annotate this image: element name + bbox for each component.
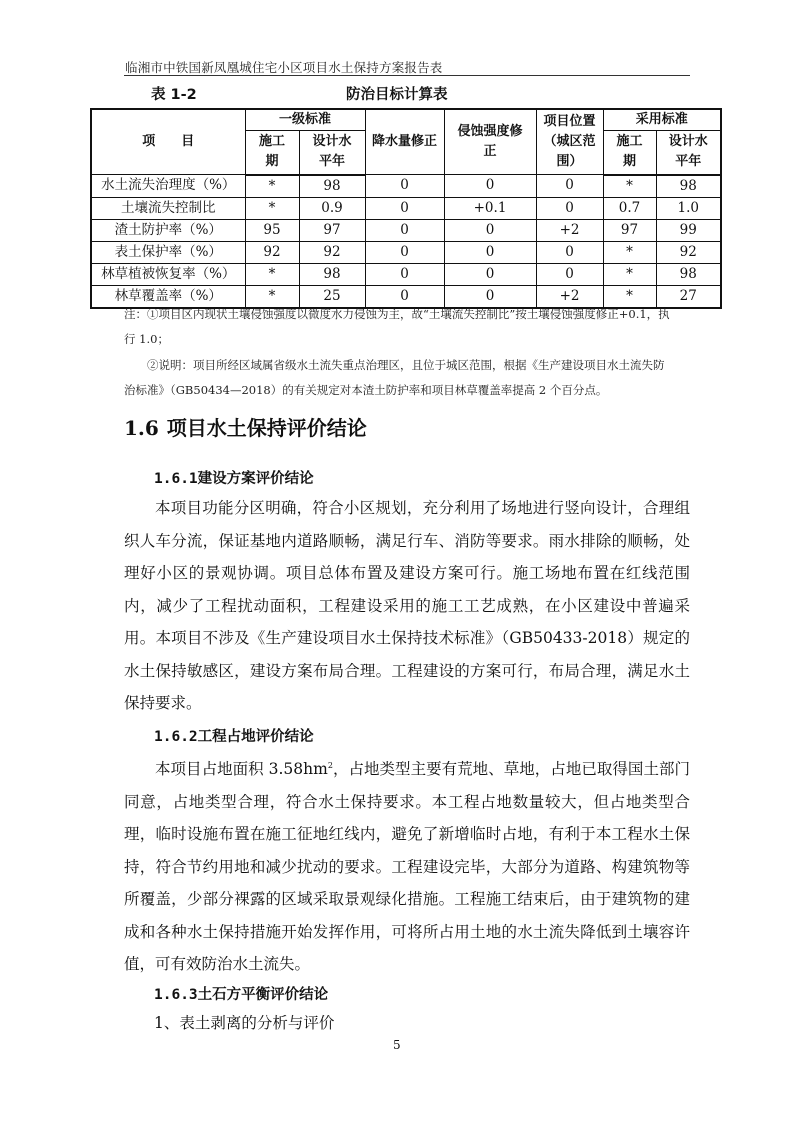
header-adopted-construction: 施工期	[603, 131, 656, 175]
subsection-number: 1.6.3	[154, 987, 198, 1003]
level1-design-value: 97	[299, 219, 365, 241]
paragraph-text-part: 本项目占地面积 3.58hm	[155, 760, 328, 779]
header-adopted-standard: 采用标准	[603, 109, 721, 131]
table-row	[91, 263, 721, 285]
erosion-correction-value: 0	[444, 285, 536, 308]
level1-construction-value: *	[245, 175, 299, 198]
paragraph-construction-plan	[124, 492, 690, 720]
table-row	[91, 241, 721, 263]
level1-construction-value: 95	[245, 219, 299, 241]
location-value: +2	[536, 285, 603, 308]
table-note-1-line-1: 注：①项目区内现状土壤侵蚀强度以微度水力侵蚀为主，故“土壤流失控制比”按土壤侵蚀强度修正+0.1，执	[124, 307, 670, 321]
table-row	[91, 197, 721, 219]
level1-design-value: 98	[299, 263, 365, 285]
header-rainfall-correction: 降水量修正	[365, 109, 444, 175]
rainfall-correction-value: 0	[365, 219, 444, 241]
rainfall-correction-value: 0	[365, 241, 444, 263]
table-caption-number: 表 1-2	[151, 87, 197, 103]
rainfall-correction-value: 0	[365, 197, 444, 219]
section-heading	[124, 412, 367, 441]
paragraph-text: 本项目功能分区明确，符合小区规划，充分利用了场地进行竖向设计，合理组织人车分流，保证基地内道路顺畅，满足行车、消防等要求。雨水排除的顺畅，处理好小区的景观协调。项目总体布置及建设方案可行。施工场地布置在红线范围内，减少了工程扰动面积，工程建设采用的施工工艺成熟，在小区建设中普遍采用。本项目不涉及《生产建设项目水土保持技术标准》（GB50433-2018）规定的水土保持敏感区，建设方案布局合理。工程建设的方案可行，布局合理，满足水土保持要求。	[124, 499, 690, 712]
subsection-number: 1.6.1	[154, 471, 198, 487]
paragraph-text-part: ，占地类型主要有荒地、草地，占地已取得国土部门同意，占地类型合理，符合水土保持要求。本工程占地数量较大，但占地类型合理，临时设施布置在施工征地红线内，避免了新增临时占地，有利于本工程水土保持，符合节约用地和减少扰动的要求。工程建设完毕，大部分为道路、构建筑物等所覆盖，少部分裸露的区域采取景观绿化措施。工程施工结束后，由于建筑物的建成和各种水土保持措施开始发挥作用，可将所占用土地的水土流失降低到土壤容许值，可有效防治水土流失。	[124, 760, 690, 974]
level1-design-value: 0.9	[299, 197, 365, 219]
erosion-correction-value: +0.1	[444, 197, 536, 219]
adopted-construction-value: *	[603, 263, 656, 285]
header-level1-design-year: 设计水平年	[299, 131, 365, 175]
header-project-location: 项目位置（城区范围）	[536, 109, 603, 175]
rainfall-correction-value: 0	[365, 285, 444, 308]
erosion-correction-value: 0	[444, 175, 536, 198]
rainfall-correction-value: 0	[365, 263, 444, 285]
paragraph-text	[124, 750, 690, 981]
subsection-number: 1.6.2	[154, 729, 198, 745]
erosion-correction-value: 0	[444, 219, 536, 241]
subsection-heading-1-6-3	[154, 983, 328, 1004]
header-erosion-correction: 侵蚀强度修正	[444, 109, 536, 175]
row-item: 土壤流失控制比	[91, 197, 245, 219]
running-header: 临湘市中铁国新凤凰城住宅小区项目水土保持方案报告表	[125, 60, 443, 75]
subsection-title: 工程占地评价结论	[197, 729, 314, 745]
table-row	[91, 175, 721, 198]
subsection-title: 建设方案评价结论	[197, 471, 314, 487]
header-divider	[124, 75, 690, 76]
table-row	[91, 285, 721, 308]
adopted-construction-value: *	[603, 285, 656, 308]
level1-design-value: 25	[299, 285, 365, 308]
adopted-design-value: 99	[656, 219, 721, 241]
prevention-target-table	[90, 108, 722, 309]
level1-design-value: 92	[299, 241, 365, 263]
row-item: 渣土防护率（%）	[91, 219, 245, 241]
adopted-construction-value: 97	[603, 219, 656, 241]
row-item: 林草植被恢复率（%）	[91, 263, 245, 285]
table-note-1-line-2: 行 1.0；	[124, 332, 169, 346]
header-level1-construction: 施工期	[245, 131, 299, 175]
list-item-topsoil-stripping: 1、表土剥离的分析与评价	[154, 1014, 335, 1032]
location-value: 0	[536, 175, 603, 198]
adopted-design-value: 27	[656, 285, 721, 308]
adopted-design-value: 98	[656, 263, 721, 285]
location-value: 0	[536, 197, 603, 219]
row-item: 表土保护率（%）	[91, 241, 245, 263]
erosion-correction-value: 0	[444, 263, 536, 285]
level1-design-value: 98	[299, 175, 365, 198]
location-value: 0	[536, 263, 603, 285]
subsection-heading-1-6-1	[154, 467, 314, 488]
location-value: +2	[536, 219, 603, 241]
header-item: 项 目	[91, 109, 245, 175]
level1-construction-value: *	[245, 263, 299, 285]
rainfall-correction-value: 0	[365, 175, 444, 198]
adopted-construction-value: 0.7	[603, 197, 656, 219]
adopted-design-value: 92	[656, 241, 721, 263]
paragraph-land-occupation	[124, 750, 690, 981]
header-adopted-design-year: 设计水平年	[656, 131, 721, 175]
table-row	[91, 219, 721, 241]
adopted-construction-value: *	[603, 241, 656, 263]
level1-construction-value: 92	[245, 241, 299, 263]
location-value: 0	[536, 241, 603, 263]
adopted-design-value: 1.0	[656, 197, 721, 219]
subsection-title: 土石方平衡评价结论	[197, 987, 329, 1003]
table-caption-title: 防治目标计算表	[346, 87, 448, 103]
section-number: 1.6	[124, 416, 159, 440]
row-item: 林草覆盖率（%）	[91, 285, 245, 308]
subsection-heading-1-6-2	[154, 725, 314, 746]
header-level1-standard: 一级标准	[245, 109, 365, 131]
erosion-correction-value: 0	[444, 241, 536, 263]
table-note-2-line-2: 治标准》（GB50434—2018）的有关规定对本渣土防护率和项目林草覆盖率提高 2 个百分点。	[124, 383, 608, 397]
page-number: 5	[393, 1038, 401, 1052]
row-item: 水土流失治理度（%）	[91, 175, 245, 198]
level1-construction-value: *	[245, 197, 299, 219]
table-note-2-line-1: ②说明：项目所经区域属省级水土流失重点治理区，且位于城区范围，根据《生产建设项目水土流失防	[147, 358, 665, 372]
section-title: 项目水土保持评价结论	[166, 416, 367, 440]
adopted-construction-value: *	[603, 175, 656, 198]
level1-construction-value: *	[245, 285, 299, 308]
superscript: 2	[327, 761, 333, 770]
adopted-design-value: 98	[656, 175, 721, 198]
